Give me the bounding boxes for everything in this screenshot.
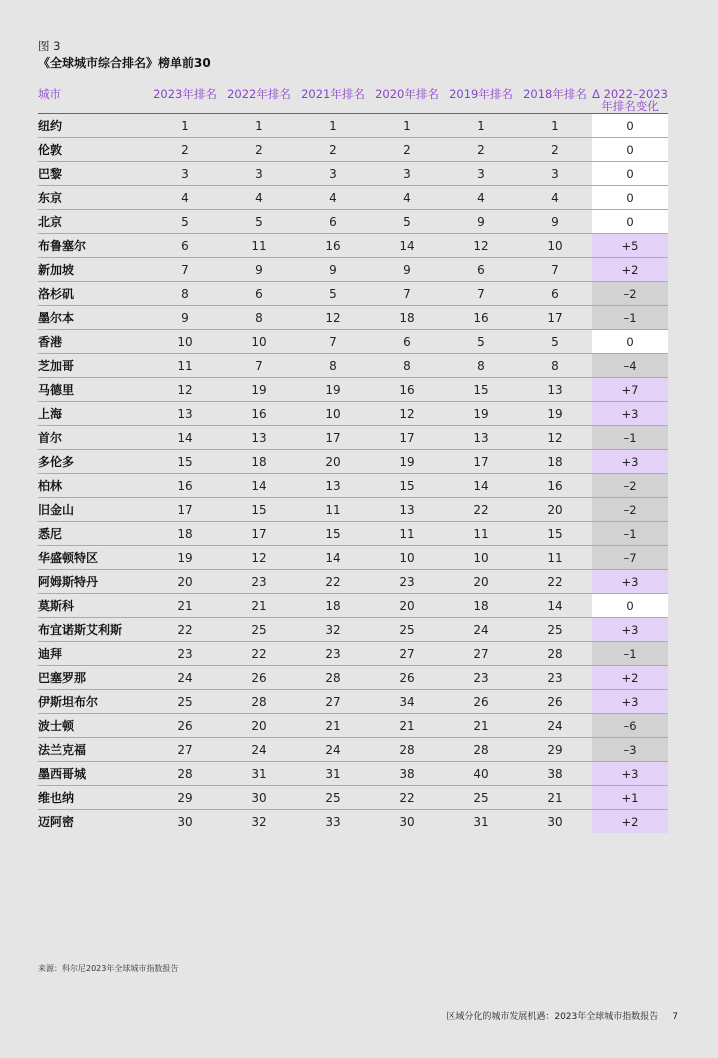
footer-title: 区域分化的城市发展机遇：2023年全球城市指数报告: [446, 1012, 659, 1022]
city-name-cell: 布鲁塞尔: [38, 234, 148, 258]
rank-cell: 24: [518, 714, 592, 738]
rank-change-cell: +5: [592, 234, 668, 258]
rank-cell: 38: [370, 762, 444, 786]
rank-cell: 8: [370, 354, 444, 378]
rank-cell: 22: [148, 618, 222, 642]
rank-cell: 2: [148, 138, 222, 162]
rank-cell: 10: [148, 330, 222, 354]
rank-cell: 6: [222, 282, 296, 306]
rank-cell: 31: [222, 762, 296, 786]
rank-cell: 31: [296, 762, 370, 786]
rank-cell: 13: [444, 426, 518, 450]
city-name-cell: 洛杉矶: [38, 282, 148, 306]
rank-change-cell: 0: [592, 186, 668, 210]
rank-cell: 7: [370, 282, 444, 306]
rank-cell: 11: [518, 546, 592, 570]
rank-cell: 17: [518, 306, 592, 330]
source-note: 来源：科尔尼2023年全球城市指数报告: [38, 964, 179, 973]
rank-cell: 19: [148, 546, 222, 570]
rank-change-cell: –1: [592, 306, 668, 330]
rank-cell: 9: [296, 258, 370, 282]
rank-cell: 15: [222, 498, 296, 522]
table-row: [38, 570, 668, 594]
rank-change-cell: –2: [592, 282, 668, 306]
rank-change-cell: 0: [592, 138, 668, 162]
rank-cell: 18: [148, 522, 222, 546]
rank-cell: 27: [148, 738, 222, 762]
rank-cell: 20: [370, 594, 444, 618]
rank-cell: 29: [518, 738, 592, 762]
rank-cell: 18: [444, 594, 518, 618]
rank-cell: 6: [296, 210, 370, 234]
rank-cell: 3: [518, 162, 592, 186]
rank-change-cell: 0: [592, 162, 668, 186]
rank-cell: 25: [444, 786, 518, 810]
table-header-row: [38, 88, 668, 114]
rank-cell: 22: [444, 498, 518, 522]
table-row: [38, 402, 668, 426]
city-name-cell: 柏林: [38, 474, 148, 498]
rank-cell: 30: [547, 814, 563, 829]
rank-cell: 32: [251, 814, 267, 829]
rank-cell: 8: [148, 282, 222, 306]
rank-change-cell: –2: [592, 498, 668, 522]
rank-cell: 11: [370, 522, 444, 546]
rank-cell: 10: [222, 330, 296, 354]
city-name-cell: 墨西哥城: [38, 762, 148, 786]
city-name-cell: 巴黎: [38, 162, 148, 186]
column-header-2021: 2021年排名: [296, 88, 370, 114]
rank-cell: 7: [148, 258, 222, 282]
rank-cell: 21: [370, 714, 444, 738]
rank-cell: 6: [444, 258, 518, 282]
city-name-cell: 首尔: [38, 426, 148, 450]
rank-cell: 8: [518, 354, 592, 378]
rank-cell: 26: [518, 690, 592, 714]
rank-cell: 18: [518, 450, 592, 474]
column-header-2022: 2022年排名: [222, 88, 296, 114]
rank-change-cell: +3: [592, 618, 668, 642]
rank-cell: 26: [444, 690, 518, 714]
rank-cell: 2: [444, 138, 518, 162]
city-name-cell: 迪拜: [38, 642, 148, 666]
rank-cell: 4: [444, 186, 518, 210]
rank-cell: 40: [444, 762, 518, 786]
rank-cell: 9: [148, 306, 222, 330]
table-row: [38, 618, 668, 642]
rank-cell: 11: [148, 354, 222, 378]
rank-cell: 1: [370, 114, 444, 138]
rank-cell: 24: [148, 666, 222, 690]
rank-cell: 28: [148, 762, 222, 786]
city-name-cell: 多伦多: [38, 450, 148, 474]
city-name-cell: 悉尼: [38, 522, 148, 546]
rank-change-cell: +7: [592, 378, 668, 402]
rank-cell: 20: [444, 570, 518, 594]
rank-cell: 27: [370, 642, 444, 666]
rank-cell: 4: [518, 186, 592, 210]
table-row: [38, 186, 668, 210]
rank-cell: 3: [222, 162, 296, 186]
rank-change-cell: 0: [592, 114, 668, 138]
rank-cell: 9: [222, 258, 296, 282]
rank-cell: 7: [518, 258, 592, 282]
table-row: [38, 138, 668, 162]
rank-cell: 12: [370, 402, 444, 426]
column-header-delta: Δ 2022–2023年排名变化: [592, 87, 668, 113]
rank-cell: 3: [148, 162, 222, 186]
rank-cell: 14: [370, 234, 444, 258]
rank-cell: 16: [444, 306, 518, 330]
rank-cell: 18: [222, 450, 296, 474]
rank-change-cell: –2: [592, 474, 668, 498]
table-row: [38, 666, 668, 690]
rank-cell: 10: [296, 402, 370, 426]
rank-cell: 18: [370, 306, 444, 330]
rank-cell: 7: [444, 282, 518, 306]
rank-cell: 4: [148, 186, 222, 210]
rank-cell: 21: [444, 714, 518, 738]
rank-cell: 14: [148, 426, 222, 450]
rank-change-cell: +2: [592, 666, 668, 690]
rank-cell: 28: [222, 690, 296, 714]
table-body: [38, 114, 668, 834]
rank-cell: 21: [222, 594, 296, 618]
rank-cell: 20: [518, 498, 592, 522]
rank-cell: 11: [296, 498, 370, 522]
rank-cell: 22: [518, 570, 592, 594]
rank-cell: 11: [222, 234, 296, 258]
rank-cell: 8: [222, 306, 296, 330]
rank-change-cell: –6: [592, 714, 668, 738]
city-name-cell: 法兰克福: [38, 738, 148, 762]
rank-cell: 3: [444, 162, 518, 186]
city-name-cell: 伦敦: [38, 138, 148, 162]
rank-cell: 25: [222, 618, 296, 642]
rank-change-cell: +3: [592, 762, 668, 786]
rank-change-cell: +3: [592, 450, 668, 474]
rank-cell: 2: [518, 138, 592, 162]
city-name-cell: 华盛顿特区: [38, 546, 148, 570]
rank-cell: 33: [325, 814, 341, 829]
rank-cell: 18: [296, 594, 370, 618]
rank-cell: 17: [296, 426, 370, 450]
rank-cell: 9: [370, 258, 444, 282]
rank-cell: 23: [222, 570, 296, 594]
rank-cell: 20: [148, 570, 222, 594]
rank-cell: 5: [296, 282, 370, 306]
city-name-cell: 新加坡: [38, 258, 148, 282]
rank-cell: 14: [444, 474, 518, 498]
rank-cell: 12: [444, 234, 518, 258]
rank-cell: 8: [296, 354, 370, 378]
city-name-cell: 莫斯科: [38, 594, 148, 618]
city-name-cell: 墨尔本: [38, 306, 148, 330]
rank-cell: 5: [518, 330, 592, 354]
table-row: [38, 354, 668, 378]
rank-cell: 23: [370, 570, 444, 594]
rank-cell: 10: [518, 234, 592, 258]
rank-cell: 31: [473, 814, 489, 829]
rank-cell: 24: [222, 738, 296, 762]
table-row: [38, 426, 668, 450]
rank-cell: 22: [296, 570, 370, 594]
city-name-cell: 纽约: [38, 114, 148, 138]
rank-cell: 17: [148, 498, 222, 522]
table-row: [38, 282, 668, 306]
rank-change-cell: +3: [592, 402, 668, 426]
rank-cell: 16: [222, 402, 296, 426]
table-row: [38, 810, 668, 834]
rank-cell: 19: [518, 402, 592, 426]
rank-cell: 28: [370, 738, 444, 762]
city-name-cell: 马德里: [38, 378, 148, 402]
table-row: [38, 114, 668, 138]
column-header-2019: 2019年排名: [444, 88, 518, 114]
rank-change-cell: +3: [592, 690, 668, 714]
rank-cell: 25: [370, 618, 444, 642]
table-row: [38, 762, 668, 786]
rank-cell: 5: [444, 330, 518, 354]
rank-change-cell: 0: [592, 330, 668, 354]
page-number: 7: [672, 1012, 678, 1022]
rank-cell: 13: [148, 402, 222, 426]
rank-cell: 17: [222, 522, 296, 546]
rank-cell: 13: [296, 474, 370, 498]
city-name-cell: 波士顿: [38, 714, 148, 738]
rank-cell: 6: [370, 330, 444, 354]
rank-cell: 19: [370, 450, 444, 474]
rank-cell: 15: [370, 474, 444, 498]
rank-change-cell: –7: [592, 546, 668, 570]
table-row: [38, 378, 668, 402]
rank-cell: 23: [518, 666, 592, 690]
table-row: [38, 522, 668, 546]
rank-cell: 6: [148, 234, 222, 258]
table-row: [38, 642, 668, 666]
rank-cell: 21: [148, 594, 222, 618]
rank-cell: 29: [148, 786, 222, 810]
rank-cell: 14: [222, 474, 296, 498]
rank-cell: 2: [370, 138, 444, 162]
rank-cell: 24: [296, 738, 370, 762]
table-row: [38, 474, 668, 498]
rank-cell: 7: [296, 330, 370, 354]
rank-cell: 15: [444, 378, 518, 402]
rank-cell: 21: [518, 786, 592, 810]
table-row: [38, 162, 668, 186]
column-header-2018: 2018年排名: [518, 88, 592, 114]
rank-cell: 13: [518, 378, 592, 402]
rank-cell: 19: [444, 402, 518, 426]
rank-cell: 17: [444, 450, 518, 474]
rank-change-cell: 0: [592, 210, 668, 234]
rank-cell: 11: [444, 522, 518, 546]
rank-cell: 23: [148, 642, 222, 666]
rank-cell: 1: [222, 114, 296, 138]
rank-cell: 4: [222, 186, 296, 210]
column-header-city: 城市: [38, 88, 148, 114]
table-row: [38, 546, 668, 570]
column-header-2023: 2023年排名: [148, 88, 222, 114]
table-row: [38, 714, 668, 738]
rank-change-cell: –3: [592, 738, 668, 762]
table-row: [38, 330, 668, 354]
rank-change-cell: +2: [592, 258, 668, 282]
city-name-cell: 维也纳: [38, 786, 148, 810]
rank-cell: 4: [370, 186, 444, 210]
rank-cell: 14: [296, 546, 370, 570]
rank-cell: 15: [518, 522, 592, 546]
rank-cell: 15: [296, 522, 370, 546]
rank-cell: 5: [148, 210, 222, 234]
rank-cell: 27: [444, 642, 518, 666]
city-name-cell: 布宜诺斯艾利斯: [38, 618, 148, 642]
rank-cell: 23: [296, 642, 370, 666]
table-row: [38, 786, 668, 810]
rank-cell: 27: [296, 690, 370, 714]
ranking-table: [38, 88, 668, 833]
figure-title: 《全球城市综合排名》榜单前30: [38, 56, 211, 70]
rank-cell: 24: [444, 618, 518, 642]
rank-cell: 1: [296, 114, 370, 138]
rank-cell: 28: [518, 642, 592, 666]
city-name-cell: 迈阿密: [38, 815, 75, 829]
table-row: [38, 690, 668, 714]
rank-change-cell: –1: [592, 522, 668, 546]
table-row: [38, 258, 668, 282]
rank-cell: 13: [370, 498, 444, 522]
table-row: [38, 450, 668, 474]
rank-change-cell: –1: [592, 426, 668, 450]
rank-cell: 1: [148, 114, 222, 138]
rank-cell: 25: [518, 618, 592, 642]
rank-cell: 3: [370, 162, 444, 186]
city-name-cell: 伊斯坦布尔: [38, 690, 148, 714]
rank-cell: 9: [518, 210, 592, 234]
rank-cell: 38: [518, 762, 592, 786]
rank-cell: 16: [518, 474, 592, 498]
rank-cell: 20: [222, 714, 296, 738]
rank-cell: 30: [222, 786, 296, 810]
rank-cell: 12: [222, 546, 296, 570]
rank-cell: 23: [444, 666, 518, 690]
rank-cell: 4: [296, 186, 370, 210]
table-row: [38, 594, 668, 618]
rank-cell: 21: [296, 714, 370, 738]
rank-cell: 30: [399, 814, 415, 829]
rank-cell: 26: [148, 714, 222, 738]
rank-cell: 1: [444, 114, 518, 138]
rank-cell: 25: [296, 786, 370, 810]
city-name-cell: 巴塞罗那: [38, 666, 148, 690]
city-name-cell: 阿姆斯特丹: [38, 570, 148, 594]
rank-cell: 12: [518, 426, 592, 450]
rank-cell: 22: [370, 786, 444, 810]
rank-change-cell: –1: [592, 642, 668, 666]
table-row: [38, 306, 668, 330]
rank-cell: 28: [296, 666, 370, 690]
rank-cell: 6: [518, 282, 592, 306]
rank-cell: 2: [296, 138, 370, 162]
rank-cell: 3: [296, 162, 370, 186]
rank-cell: 7: [222, 354, 296, 378]
table-row: [38, 738, 668, 762]
rank-cell: 13: [222, 426, 296, 450]
table-row: [38, 234, 668, 258]
rank-cell: 5: [222, 210, 296, 234]
rank-cell: 19: [222, 378, 296, 402]
table-row: [38, 210, 668, 234]
rank-cell: 12: [148, 378, 222, 402]
rank-change-cell: –4: [592, 354, 668, 378]
rank-cell: 17: [370, 426, 444, 450]
rank-cell: 15: [148, 450, 222, 474]
table-row: [38, 498, 668, 522]
rank-cell: 20: [296, 450, 370, 474]
rank-cell: 10: [444, 546, 518, 570]
rank-cell: 22: [222, 642, 296, 666]
column-header-2020: 2020年排名: [370, 88, 444, 114]
rank-change-cell: +1: [592, 786, 668, 810]
rank-cell: 28: [444, 738, 518, 762]
city-name-cell: 上海: [38, 402, 148, 426]
rank-cell: 34: [370, 690, 444, 714]
figure-label: 图 3: [38, 39, 61, 53]
rank-cell: 1: [518, 114, 592, 138]
rank-cell: 14: [518, 594, 592, 618]
city-name-cell: 北京: [38, 210, 148, 234]
city-name-cell: 旧金山: [38, 498, 148, 522]
rank-change-cell: +3: [592, 570, 668, 594]
rank-change-cell: 0: [592, 594, 668, 618]
rank-cell: 2: [222, 138, 296, 162]
rank-cell: 5: [370, 210, 444, 234]
city-name-cell: 东京: [38, 186, 148, 210]
rank-cell: 32: [296, 618, 370, 642]
page-footer: [446, 1009, 678, 1022]
city-name-cell: 芝加哥: [38, 354, 148, 378]
rank-cell: 8: [444, 354, 518, 378]
rank-cell: 16: [370, 378, 444, 402]
rank-cell: 9: [444, 210, 518, 234]
rank-cell: 16: [148, 474, 222, 498]
rank-cell: 10: [370, 546, 444, 570]
city-name-cell: 香港: [38, 330, 148, 354]
rank-cell: 26: [370, 666, 444, 690]
rank-cell: 25: [148, 690, 222, 714]
rank-cell: 30: [177, 814, 193, 829]
rank-change-cell: +2: [592, 810, 668, 834]
rank-cell: 19: [296, 378, 370, 402]
rank-cell: 26: [222, 666, 296, 690]
rank-cell: 16: [296, 234, 370, 258]
rank-cell: 12: [296, 306, 370, 330]
